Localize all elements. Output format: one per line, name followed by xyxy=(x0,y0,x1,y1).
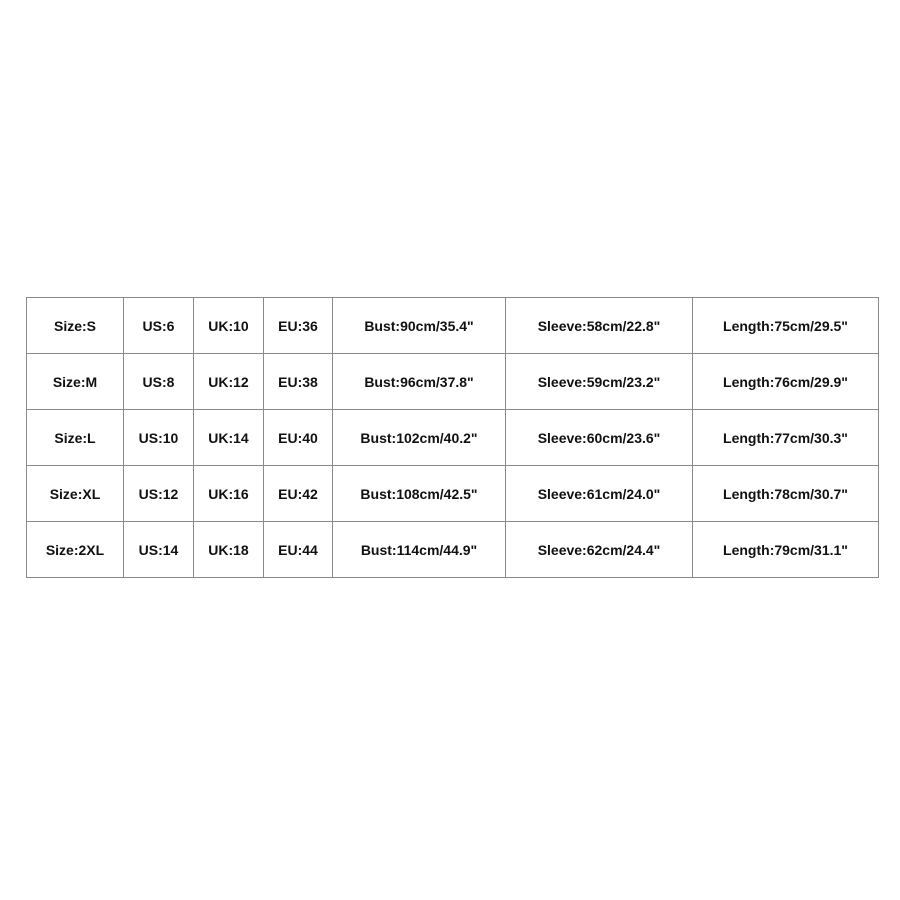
uk-size-cell: UK:14 xyxy=(194,410,264,466)
sleeve-cell: Sleeve:59cm/23.2" xyxy=(506,354,693,410)
bust-cell: Bust:108cm/42.5" xyxy=(333,466,506,522)
table-row xyxy=(27,522,879,578)
bust-cell: Bust:96cm/37.8" xyxy=(333,354,506,410)
us-size-cell: US:14 xyxy=(124,522,194,578)
uk-size-cell: UK:10 xyxy=(194,298,264,354)
size-cell: Size:L xyxy=(27,410,124,466)
size-cell: Size:M xyxy=(27,354,124,410)
table-row xyxy=(27,466,879,522)
us-size-cell: US:10 xyxy=(124,410,194,466)
eu-size-cell: EU:40 xyxy=(264,410,333,466)
length-cell: Length:77cm/30.3" xyxy=(693,410,879,466)
sleeve-cell: Sleeve:61cm/24.0" xyxy=(506,466,693,522)
us-size-cell: US:6 xyxy=(124,298,194,354)
size-chart-table xyxy=(26,297,879,578)
us-size-cell: US:12 xyxy=(124,466,194,522)
size-cell: Size:S xyxy=(27,298,124,354)
sleeve-cell: Sleeve:58cm/22.8" xyxy=(506,298,693,354)
table-row xyxy=(27,410,879,466)
uk-size-cell: UK:12 xyxy=(194,354,264,410)
uk-size-cell: UK:16 xyxy=(194,466,264,522)
sleeve-cell: Sleeve:62cm/24.4" xyxy=(506,522,693,578)
length-cell: Length:78cm/30.7" xyxy=(693,466,879,522)
bust-cell: Bust:90cm/35.4" xyxy=(333,298,506,354)
eu-size-cell: EU:36 xyxy=(264,298,333,354)
length-cell: Length:75cm/29.5" xyxy=(693,298,879,354)
table-row xyxy=(27,354,879,410)
size-cell: Size:2XL xyxy=(27,522,124,578)
bust-cell: Bust:114cm/44.9" xyxy=(333,522,506,578)
length-cell: Length:76cm/29.9" xyxy=(693,354,879,410)
eu-size-cell: EU:44 xyxy=(264,522,333,578)
uk-size-cell: UK:18 xyxy=(194,522,264,578)
eu-size-cell: EU:38 xyxy=(264,354,333,410)
eu-size-cell: EU:42 xyxy=(264,466,333,522)
length-cell: Length:79cm/31.1" xyxy=(693,522,879,578)
size-cell: Size:XL xyxy=(27,466,124,522)
table-row xyxy=(27,298,879,354)
sleeve-cell: Sleeve:60cm/23.6" xyxy=(506,410,693,466)
bust-cell: Bust:102cm/40.2" xyxy=(333,410,506,466)
us-size-cell: US:8 xyxy=(124,354,194,410)
